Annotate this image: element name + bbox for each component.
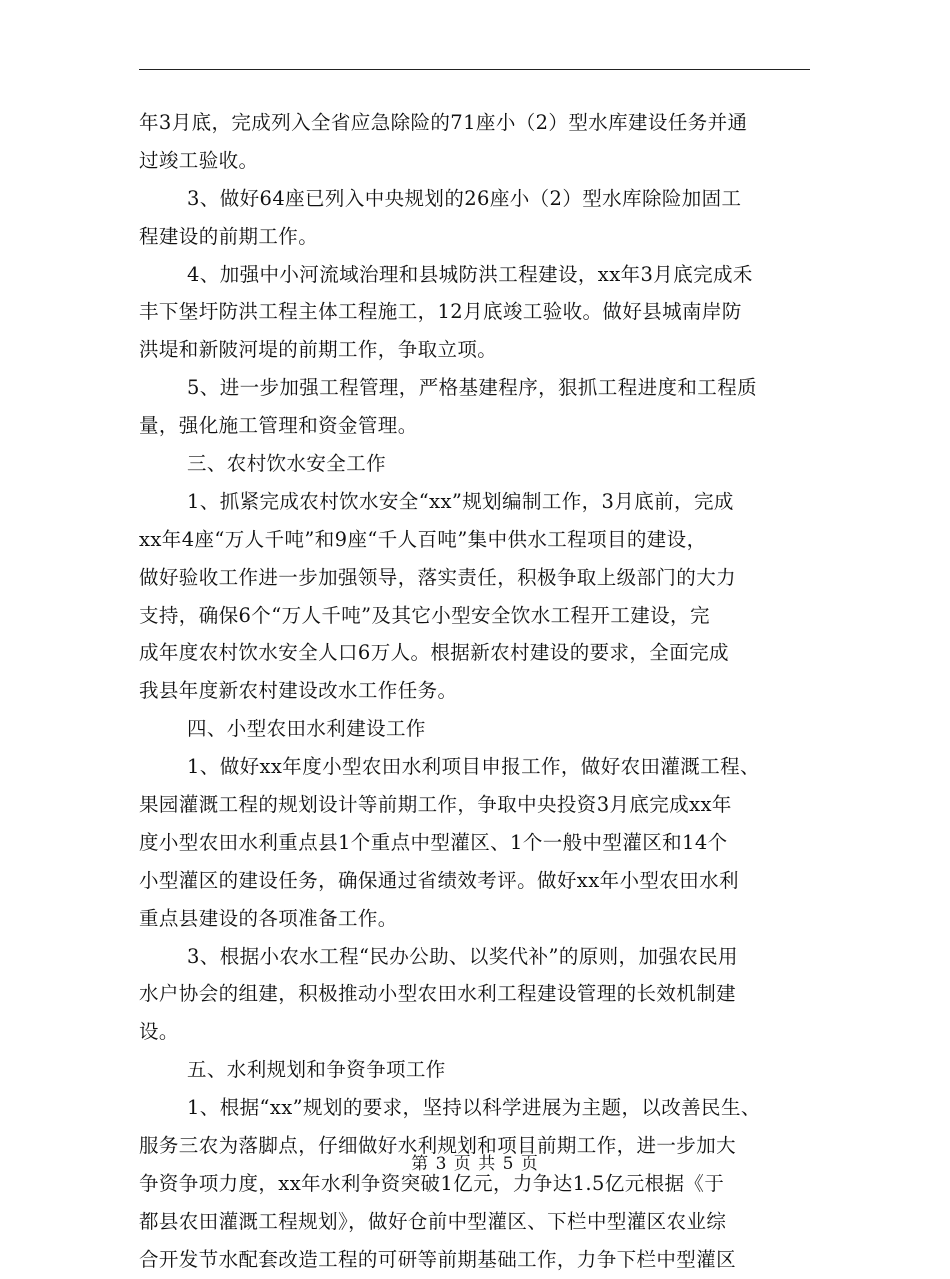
paragraph-line: 三、农村饮水安全工作 xyxy=(187,452,387,476)
paragraph-line: 支持，确保6个“万人千吨”及其它小型安全饮水工程开工建设，完 xyxy=(139,603,710,627)
paragraph-line: 程建设的前期工作。 xyxy=(139,224,319,248)
paragraph-line: 5、进一步加强工程管理，严格基建程序，狠抓工程进度和工程质 xyxy=(187,376,758,400)
document-body xyxy=(139,104,810,1279)
paragraph-line: 我县年度新农村建设改水工作任务。 xyxy=(139,679,458,703)
paragraph-line: 4、加强中小河流域治理和县城防洪工程建设，xx年3月底完成禾 xyxy=(187,262,753,286)
paragraph-line: xx年4座“万人千吨”和9座“千人百吨”集中供水工程项目的建设， xyxy=(139,527,707,551)
paragraph-line: 过竣工验收。 xyxy=(139,148,259,172)
paragraph-line: 1、做好xx年度小型农田水利项目申报工作，做好农田灌溉工程、 xyxy=(187,755,760,779)
page-number: 第 3 页 共 5 页 xyxy=(411,1154,539,1174)
paragraph-line: 水户协会的组建，积极推动小型农田水利工程建设管理的长效机制建 xyxy=(139,982,737,1006)
paragraph-line: 重点县建设的各项准备工作。 xyxy=(139,906,398,930)
paragraph-line: 合开发节水配套改造工程的可研等前期基础工作，力争下栏中型灌区 xyxy=(139,1247,737,1271)
paragraph-line: 量，强化施工管理和资金管理。 xyxy=(139,414,418,438)
paragraph-line: 丰下堡圩防洪工程主体工程施工，12月底竣工验收。做好县城南岸防 xyxy=(139,300,742,324)
paragraph-line: 争资争项力度，xx年水利争资突破1亿元，力争达1.5亿元根据《于 xyxy=(139,1171,725,1195)
paragraph-line: 3、做好64座已列入中央规划的26座小（2）型水库除险加固工 xyxy=(187,186,742,210)
paragraph-line: 服务三农为落脚点，仔细做好水利规划和项目前期工作，进一步加大 xyxy=(139,1134,737,1158)
paragraph-line: 3、根据小农水工程“民办公助、以奖代补”的原则，加强农民用 xyxy=(187,944,738,968)
paragraph-line: 度小型农田水利重点县1个重点中型灌区、1个一般中型灌区和14个 xyxy=(139,830,728,854)
paragraph-line: 1、根据“xx”规划的要求，坚持以科学进展为主题，以改善民生、 xyxy=(187,1096,761,1120)
paragraph-line: 1、抓紧完成农村饮水安全“xx”规划编制工作，3月底前，完成 xyxy=(187,489,734,513)
paragraph-line: 设。 xyxy=(139,1020,179,1044)
paragraph-line: 成年度农村饮水安全人口6万人。根据新农村建设的要求，全面完成 xyxy=(139,641,729,665)
paragraph-line: 年3月底，完成列入全省应急除险的71座小（2）型水库建设任务并通 xyxy=(139,111,748,134)
paragraph-line: 洪堤和新陂河堤的前期工作，争取立项。 xyxy=(139,338,498,362)
paragraph-line: 五、水利规划和争资争项工作 xyxy=(187,1058,446,1082)
paragraph-line: 小型灌区的建设任务，确保通过省绩效考评。做好xx年小型农田水利 xyxy=(139,868,739,892)
header-rule xyxy=(139,69,810,70)
paragraph-line: 四、小型农田水利建设工作 xyxy=(187,717,426,741)
paragraph-line: 都县农田灌溉工程规划》，做好仓前中型灌区、下栏中型灌区农业综 xyxy=(139,1209,727,1233)
paragraph-line: 做好验收工作进一步加强领导，落实责任，积极争取上级部门的大力 xyxy=(139,565,737,589)
paragraph-line: 果园灌溉工程的规划设计等前期工作，争取中央投资3月底完成xx年 xyxy=(139,793,732,817)
